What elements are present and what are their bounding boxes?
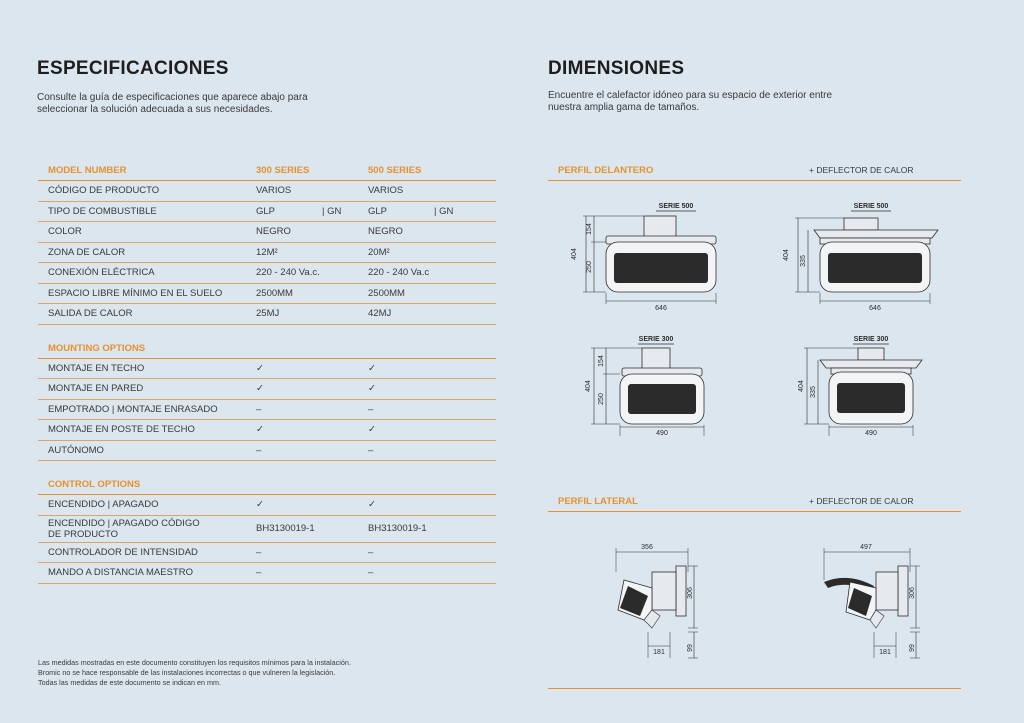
side-profile-drawings bbox=[548, 536, 961, 666]
label-serie-500: SERIE 500 bbox=[658, 203, 694, 210]
table-row: ENCENDIDO | APAGADO ✓ ✓ bbox=[38, 495, 496, 516]
spec-table bbox=[38, 161, 496, 584]
front-profile-header bbox=[548, 162, 961, 181]
header-300-series: 300 SERIES bbox=[246, 161, 358, 181]
svg-text:181: 181 bbox=[653, 649, 665, 656]
svg-text:99: 99 bbox=[687, 644, 694, 652]
svg-text:490: 490 bbox=[865, 430, 877, 437]
table-row: MONTAJE EN TECHO ✓ ✓ bbox=[38, 358, 496, 379]
svg-text:404: 404 bbox=[783, 249, 790, 261]
table-row: MANDO A DISTANCIA MAESTRO – – bbox=[38, 563, 496, 584]
side-deflector-label: + DEFLECTOR DE CALOR bbox=[809, 496, 914, 506]
svg-text:646: 646 bbox=[655, 305, 667, 312]
side-deflector-drawing bbox=[824, 544, 920, 658]
svg-text:154: 154 bbox=[586, 223, 593, 235]
front-500-drawing bbox=[571, 203, 716, 312]
table-row: EMPOTRADO | MONTAJE ENRASADO – – bbox=[38, 399, 496, 420]
svg-text:404: 404 bbox=[585, 380, 592, 392]
table-row: SALIDA DE CALOR 25MJ 42MJ bbox=[38, 304, 496, 325]
mounting-options-header: MOUNTING OPTIONS bbox=[38, 339, 496, 359]
table-row: AUTÓNOMO – – bbox=[38, 440, 496, 461]
front-300-deflector-drawing bbox=[798, 336, 922, 437]
svg-text:250: 250 bbox=[586, 261, 593, 273]
svg-text:404: 404 bbox=[571, 248, 578, 260]
table-row: ENCENDIDO | APAGADO CÓDIGO DE PRODUCTO BH3130019-1 BH3130019-1 bbox=[38, 515, 496, 542]
table-row: MONTAJE EN POSTE DE TECHO ✓ ✓ bbox=[38, 420, 496, 441]
svg-text:181: 181 bbox=[879, 649, 891, 656]
side-plain-drawing bbox=[616, 544, 698, 658]
table-row: CONEXIÓN ELÉCTRICA 220 - 240 Va.c. 220 - 240 Va.c bbox=[38, 263, 496, 284]
dimensions-intro: Encuentre el calefactor idóneo para su espacio de exterior entre nuestra amplia gama de tamaños. bbox=[548, 90, 833, 113]
svg-text:356: 356 bbox=[641, 544, 653, 551]
svg-text:306: 306 bbox=[687, 587, 694, 599]
svg-text:646: 646 bbox=[869, 305, 881, 312]
side-profile-header bbox=[548, 493, 961, 512]
front-300-drawing bbox=[585, 336, 704, 437]
header-model-number: MODEL NUMBER bbox=[38, 161, 246, 181]
svg-text:SERIE 300: SERIE 300 bbox=[853, 336, 889, 343]
front-profile-label: PERFIL DELANTERO bbox=[558, 165, 654, 176]
svg-text:335: 335 bbox=[810, 386, 817, 398]
table-row: COLOR NEGRO NEGRO bbox=[38, 222, 496, 243]
table-row: CÓDIGO DE PRODUCTO VARIOS VARIOS bbox=[38, 181, 496, 202]
control-options-header: CONTROL OPTIONS bbox=[38, 475, 496, 495]
front-profile-drawings bbox=[548, 198, 961, 438]
table-row: MONTAJE EN PARED ✓ ✓ bbox=[38, 379, 496, 400]
bottom-divider bbox=[548, 688, 961, 689]
footnote: Las medidas mostradas en este documento constituyen los requisitos mínimos para la instalación. Bromic no se hace responsable de las instalaciones incorrectas o que vulneren la legislación. Todas las medidas de este documento se indican en mm. bbox=[38, 658, 351, 687]
header-500-series: 500 SERIES bbox=[358, 161, 496, 181]
svg-text:404: 404 bbox=[798, 380, 805, 392]
svg-text:490: 490 bbox=[656, 430, 668, 437]
dimensions-title: DIMENSIONES bbox=[548, 58, 685, 79]
specs-title: ESPECIFICACIONES bbox=[37, 58, 229, 79]
table-row: CONTROLADOR DE INTENSIDAD – – bbox=[38, 542, 496, 563]
svg-text:306: 306 bbox=[909, 587, 916, 599]
table-header-row bbox=[38, 161, 496, 181]
svg-text:154: 154 bbox=[598, 355, 605, 367]
table-row: ZONA DE CALOR 12M² 20M² bbox=[38, 242, 496, 263]
svg-text:335: 335 bbox=[800, 255, 807, 267]
svg-text:99: 99 bbox=[909, 644, 916, 652]
table-row: ESPACIO LIBRE MÍNIMO EN EL SUELO 2500MM 2500MM bbox=[38, 283, 496, 304]
specs-intro: Consulte la guía de especificaciones que aparece abajo para seleccionar la solución adecuada a sus necesidades. bbox=[37, 92, 308, 115]
svg-text:497: 497 bbox=[860, 544, 872, 551]
svg-text:250: 250 bbox=[598, 393, 605, 405]
table-row: TIPO DE COMBUSTIBLE GLP | GN GLP | GN bbox=[38, 201, 496, 222]
front-deflector-label: + DEFLECTOR DE CALOR bbox=[809, 165, 914, 175]
svg-text:SERIE 500: SERIE 500 bbox=[853, 203, 889, 210]
front-500-deflector-drawing bbox=[783, 203, 938, 312]
svg-text:SERIE 300: SERIE 300 bbox=[638, 336, 674, 343]
side-profile-label: PERFIL LATERAL bbox=[558, 496, 638, 507]
